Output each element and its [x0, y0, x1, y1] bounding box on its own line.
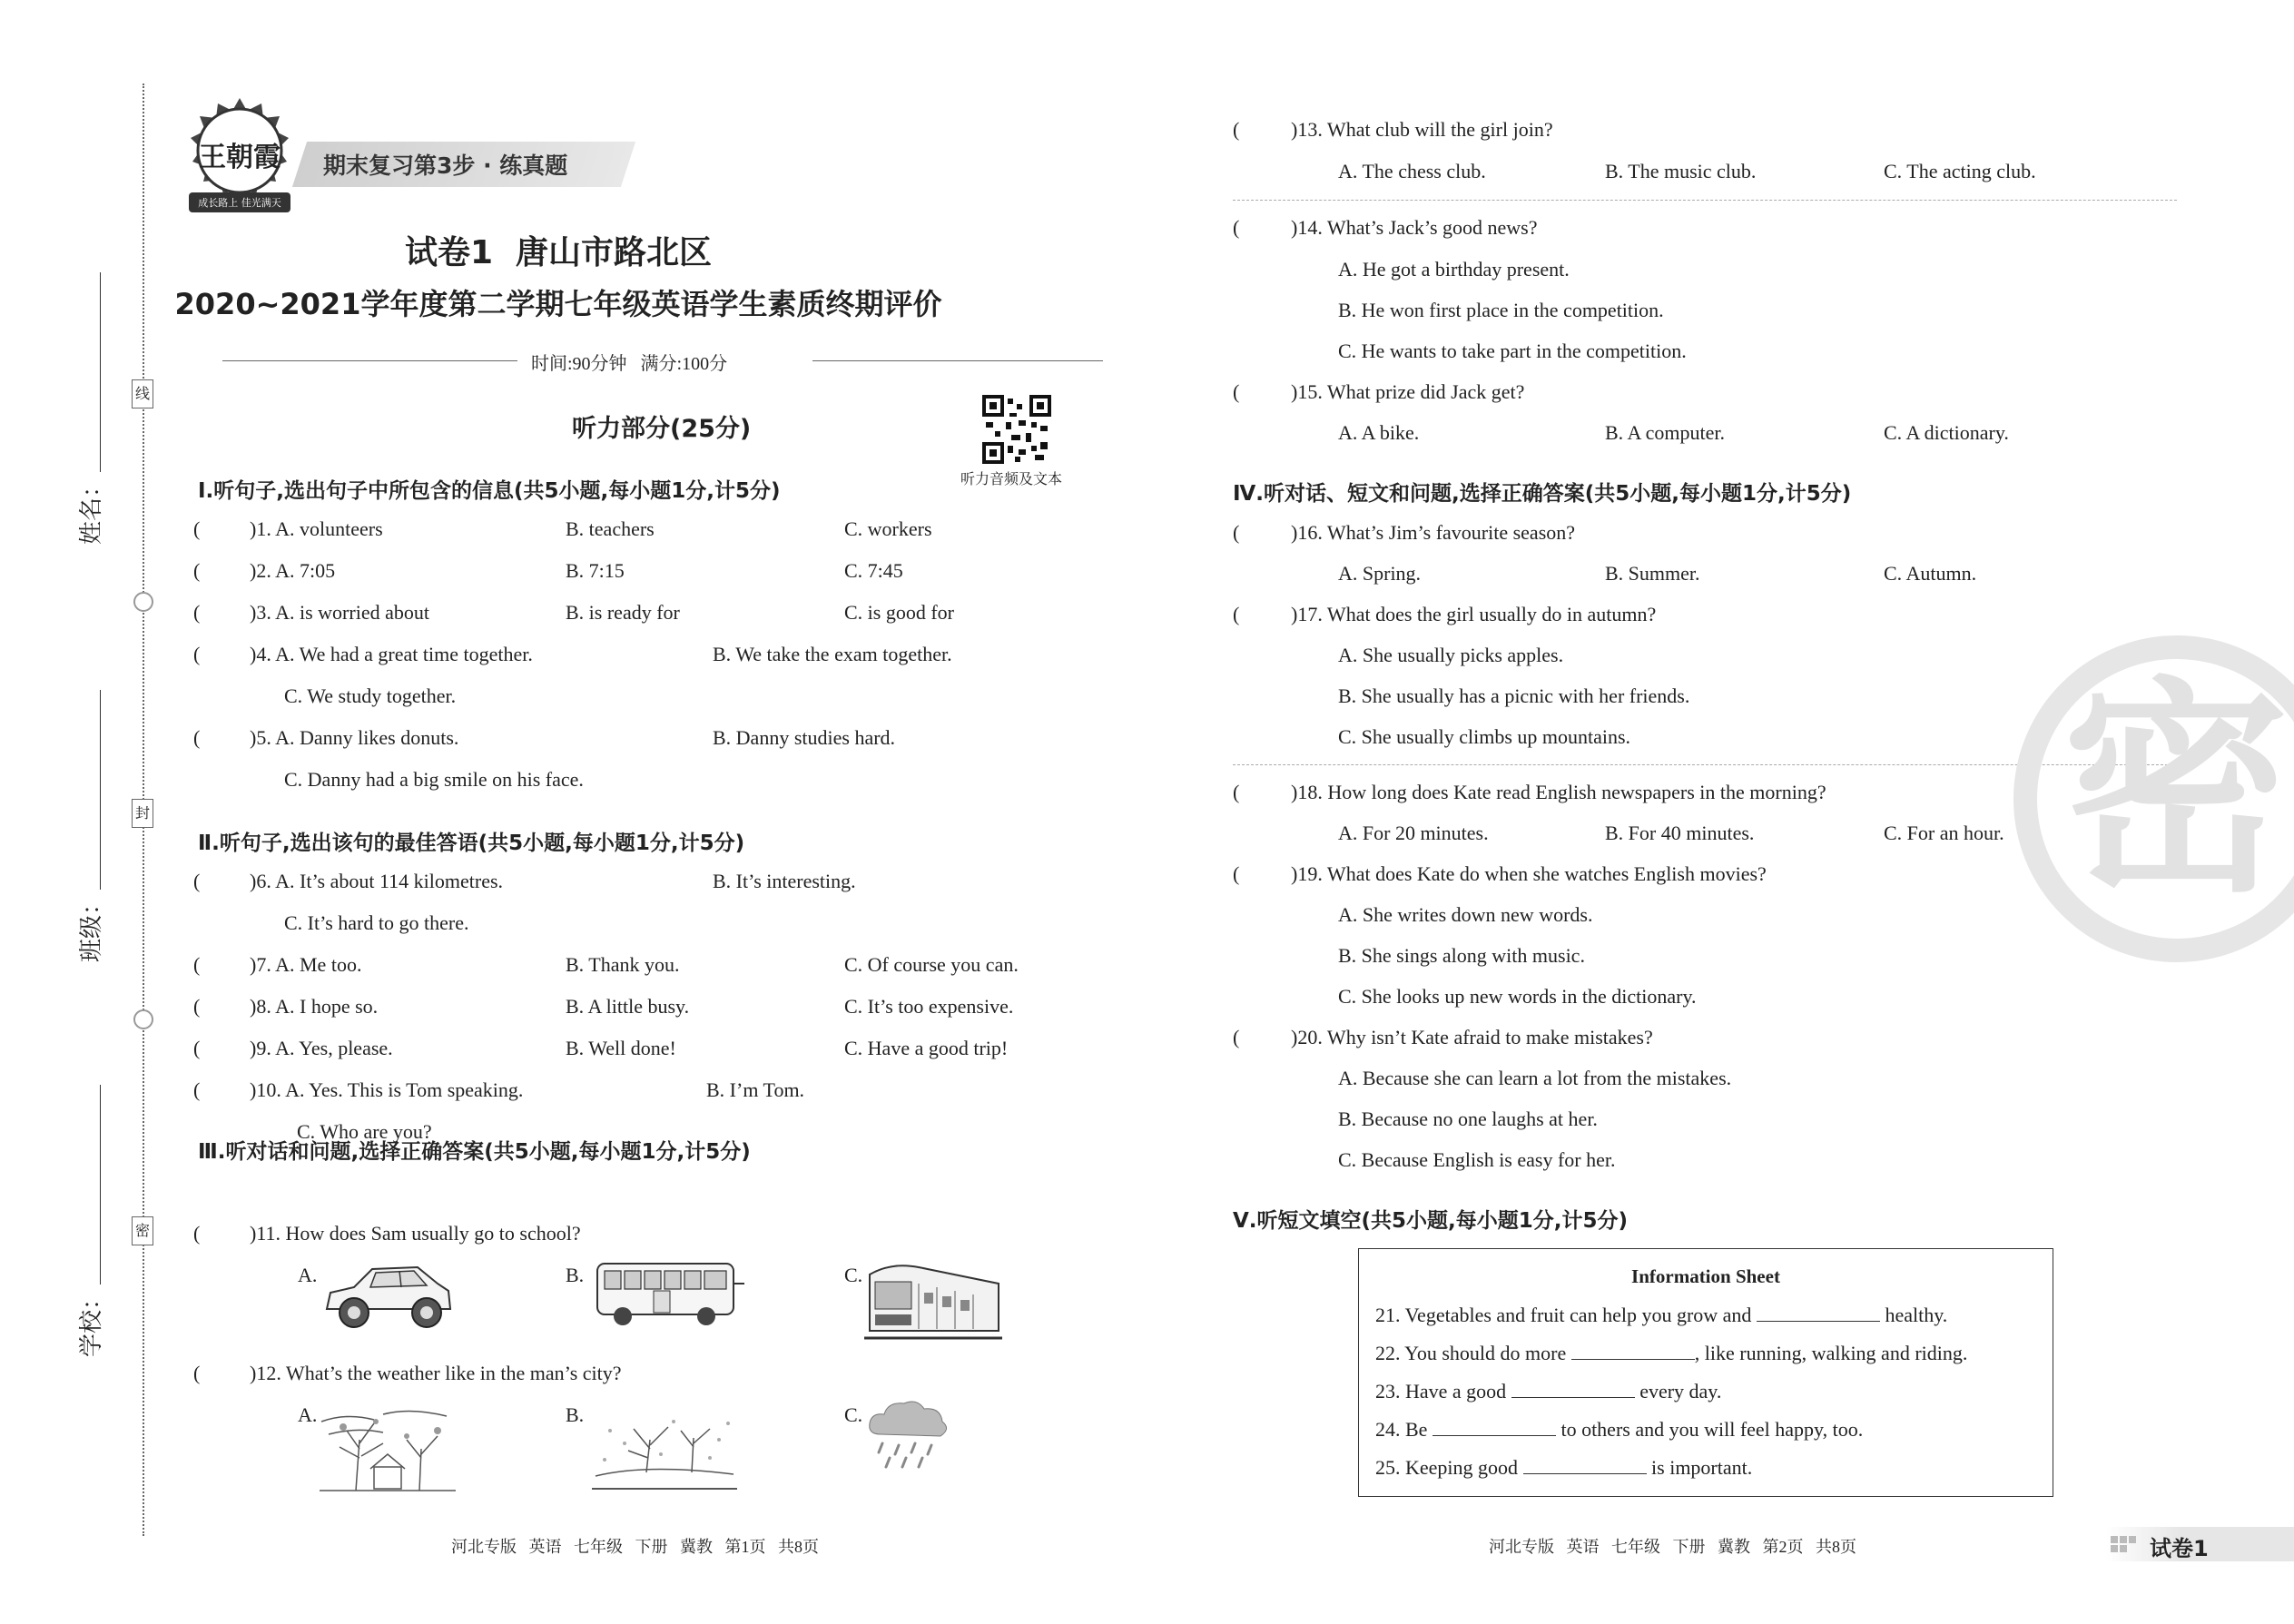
- q20-option-c[interactable]: C. Because English is easy for her.: [1338, 1148, 1616, 1171]
- q15-option-c[interactable]: C. A dictionary.: [1884, 421, 2009, 444]
- q6-option-c[interactable]: C. It’s hard to go there.: [284, 911, 469, 934]
- info-line-22: [1375, 1342, 1967, 1365]
- info-line-text: is important.: [1651, 1456, 1753, 1479]
- q11-label-a[interactable]: A.: [298, 1264, 318, 1286]
- blank-25[interactable]: [1523, 1473, 1647, 1474]
- divider-right: [812, 360, 1103, 361]
- q13-option-a[interactable]: A. The chess club.: [1338, 160, 1486, 182]
- footer-tag-squares-icon: [2111, 1536, 2140, 1554]
- answer-bracket[interactable]: (: [1233, 603, 1240, 625]
- q6-option-a[interactable]: )6. A. It’s about 114 kilometres.: [250, 870, 504, 892]
- q17-stem: )17. What does the girl usually do in autumn?: [1291, 603, 1657, 625]
- q19-option-b[interactable]: B. She sings along with music.: [1338, 944, 1585, 967]
- answer-bracket[interactable]: (: [193, 1362, 201, 1384]
- binding-hole-icon: [133, 592, 153, 612]
- q17-option-a[interactable]: A. She usually picks apples.: [1338, 644, 1564, 666]
- class-field[interactable]: [73, 690, 127, 989]
- class-label: 班级：: [78, 891, 105, 962]
- q14-stem: )14. What’s Jack’s good news?: [1291, 216, 1538, 239]
- answer-bracket[interactable]: (: [193, 559, 201, 582]
- q5-option-a[interactable]: )5. A. Danny likes donuts.: [250, 726, 459, 749]
- binding-hole-icon: [133, 1009, 153, 1029]
- info-line-text: every day.: [1639, 1380, 1722, 1403]
- q16-option-c[interactable]: C. Autumn.: [1884, 562, 1977, 585]
- divider-left: [222, 360, 517, 361]
- info-line-text: healthy.: [1885, 1304, 1948, 1326]
- qr-code-icon[interactable]: [982, 395, 1051, 464]
- q3-option-c[interactable]: C. is good for: [844, 601, 954, 624]
- q15-option-b[interactable]: B. A computer.: [1605, 421, 1725, 444]
- q8-option-c[interactable]: C. It’s too expensive.: [844, 995, 1014, 1018]
- q18-option-a[interactable]: A. For 20 minutes.: [1338, 822, 1489, 844]
- answer-bracket[interactable]: (: [193, 953, 201, 976]
- blank-21[interactable]: [1757, 1321, 1880, 1322]
- q2-option-b[interactable]: B. 7:15: [566, 559, 625, 582]
- watermark-char: 密: [2063, 658, 2289, 922]
- qr-caption: 听力音频及文本: [960, 470, 1063, 487]
- brand-logo: [180, 94, 300, 221]
- blank-24[interactable]: [1433, 1435, 1556, 1436]
- answer-bracket[interactable]: (: [193, 1078, 201, 1101]
- snowy-icon[interactable]: [592, 1412, 737, 1491]
- q15-stem: )15. What prize did Jack get?: [1291, 380, 1525, 403]
- q13-option-b[interactable]: B. The music club.: [1605, 160, 1757, 182]
- info-line-text: to others and you will feel happy, too.: [1561, 1418, 1864, 1441]
- q10-option-a[interactable]: )10. A. Yes. This is Tom speaking.: [250, 1078, 524, 1101]
- section-3-heading: Ⅲ.听对话和问题,选择正确答案(共5小题,每小题1分,计5分): [198, 1140, 751, 1164]
- footer-tag: 试卷1: [2150, 1536, 2209, 1561]
- watermark-seal-icon: [2013, 635, 2294, 962]
- info-line-text: 25. Keeping good: [1375, 1456, 1519, 1479]
- q1-option-c[interactable]: C. workers: [844, 517, 932, 540]
- info-line-23: [1375, 1380, 1721, 1403]
- q5-option-b[interactable]: B. Danny studies hard.: [713, 726, 896, 749]
- car-icon[interactable]: [320, 1256, 456, 1334]
- q10-option-c[interactable]: C. Who are you?: [297, 1120, 432, 1143]
- answer-bracket[interactable]: (: [1233, 1026, 1240, 1048]
- seal-char-xian: 线: [132, 379, 153, 408]
- q6-option-b[interactable]: B. It’s interesting.: [713, 870, 856, 892]
- seal-char-feng: 封: [132, 799, 153, 828]
- q13-stem: )13. What club will the girl join?: [1291, 118, 1553, 141]
- q8-option-b[interactable]: B. A little busy.: [566, 995, 690, 1018]
- q16-option-a[interactable]: A. Spring.: [1338, 562, 1422, 585]
- rainy-icon[interactable]: [862, 1398, 953, 1471]
- q11-label-b[interactable]: B.: [566, 1264, 585, 1286]
- section-5-heading: Ⅴ.听短文填空(共5小题,每小题1分,计5分): [1233, 1209, 1629, 1233]
- q14-option-b[interactable]: B. He won first place in the competition.: [1338, 299, 1664, 321]
- answer-bracket[interactable]: (: [1233, 862, 1240, 885]
- train-icon[interactable]: [864, 1256, 1002, 1343]
- time-info: 时间:90分钟 满分:100分: [531, 354, 728, 374]
- answer-bracket[interactable]: (: [193, 870, 201, 892]
- answer-bracket[interactable]: (: [1233, 781, 1240, 803]
- footer-left: 河北专版 英语 七年级 下册 冀教 第1页 共8页: [451, 1538, 819, 1556]
- q13-option-c[interactable]: C. The acting club.: [1884, 160, 2036, 182]
- q19-stem: )19. What does Kate do when she watches English movies?: [1291, 862, 1767, 885]
- q2-option-a[interactable]: )2. A. 7:05: [250, 559, 336, 582]
- info-line-text: 22. You should do more: [1375, 1342, 1567, 1364]
- q17-option-b[interactable]: B. She usually has a picnic with her friends.: [1338, 684, 1690, 707]
- q17-option-c[interactable]: C. She usually climbs up mountains.: [1338, 725, 1631, 748]
- answer-bracket[interactable]: (: [1233, 380, 1240, 403]
- q15-option-a[interactable]: A. A bike.: [1338, 421, 1420, 444]
- banner-text: 期末复习第3步 · 练真题: [323, 153, 568, 179]
- information-sheet: [1358, 1248, 2053, 1497]
- q3-option-b[interactable]: B. is ready for: [566, 601, 680, 624]
- info-line-text: , like running, walking and riding.: [1694, 1342, 1968, 1364]
- q19-option-c[interactable]: C. She looks up new words in the dictionary.: [1338, 985, 1697, 1008]
- q14-option-c[interactable]: C. He wants to take part in the competition.: [1338, 340, 1687, 362]
- info-line-text: 23. Have a good: [1375, 1380, 1507, 1403]
- q11-label-c[interactable]: C.: [844, 1264, 863, 1286]
- info-line-24: [1375, 1418, 1863, 1442]
- q8-option-a[interactable]: )8. A. I hope so.: [250, 995, 379, 1018]
- answer-bracket[interactable]: (: [193, 726, 201, 749]
- info-line-text: 24. Be: [1375, 1418, 1428, 1441]
- q1-option-a[interactable]: )1. A. volunteers: [250, 517, 383, 540]
- q2-option-c[interactable]: C. 7:45: [844, 559, 903, 582]
- listening-title: 听力部分(25分): [572, 415, 752, 443]
- windy-icon[interactable]: [320, 1403, 456, 1494]
- q18-stem: )18. How long does Kate read English newspapers in the morning?: [1291, 781, 1826, 803]
- q9-option-b[interactable]: B. Well done!: [566, 1037, 676, 1059]
- q12-label-b[interactable]: B.: [566, 1403, 585, 1426]
- answer-bracket[interactable]: (: [1233, 118, 1240, 141]
- q10-option-b[interactable]: B. I’m Tom.: [706, 1078, 805, 1101]
- q1-option-b[interactable]: B. teachers: [566, 517, 655, 540]
- q16-stem: )16. What’s Jim’s favourite season?: [1291, 521, 1576, 544]
- answer-bracket[interactable]: (: [193, 1037, 201, 1059]
- q12-stem: )12. What’s the weather like in the man’s city?: [250, 1362, 622, 1384]
- q4-option-b[interactable]: B. We take the exam together.: [713, 643, 952, 665]
- blank-23[interactable]: [1511, 1397, 1635, 1398]
- q16-option-b[interactable]: B. Summer.: [1605, 562, 1700, 585]
- q18-option-c[interactable]: C. For an hour.: [1884, 822, 2004, 844]
- q12-label-c[interactable]: C.: [844, 1403, 863, 1426]
- footer-right: 河北专版 英语 七年级 下册 冀教 第2页 共8页: [1489, 1538, 1856, 1556]
- dashed-divider: [1233, 200, 2177, 201]
- q9-option-c[interactable]: C. Have a good trip!: [844, 1037, 1009, 1059]
- answer-bracket[interactable]: (: [1233, 521, 1240, 544]
- answer-bracket[interactable]: (: [1233, 216, 1240, 239]
- q3-option-a[interactable]: )3. A. is worried about: [250, 601, 429, 624]
- seal-char-mi: 密: [132, 1216, 153, 1245]
- info-line-21: [1375, 1304, 1947, 1327]
- school-label: 学校：: [78, 1285, 105, 1357]
- info-line-25: [1375, 1456, 1752, 1480]
- q12-label-a[interactable]: A.: [298, 1403, 318, 1426]
- logo-text: 王朝霞: [199, 142, 281, 173]
- bus-icon[interactable]: [592, 1256, 748, 1329]
- q7-option-c[interactable]: C. Of course you can.: [844, 953, 1019, 976]
- section-2-heading: Ⅱ.听句子,选出该句的最佳答语(共5小题,每小题1分,计5分): [198, 832, 745, 855]
- q4-option-c[interactable]: C. We study together.: [284, 684, 457, 707]
- q19-option-a[interactable]: A. She writes down new words.: [1338, 903, 1593, 926]
- q14-option-a[interactable]: A. He got a birthday present.: [1338, 258, 1570, 281]
- q20-option-a[interactable]: A. Because she can learn a lot from the mistakes.: [1338, 1067, 1732, 1089]
- answer-bracket[interactable]: (: [193, 1222, 201, 1245]
- q4-option-a[interactable]: )4. A. We had a great time together.: [250, 643, 533, 665]
- logo-ribbon: 成长路上 佳光满天: [198, 197, 281, 209]
- q7-option-a[interactable]: )7. A. Me too.: [250, 953, 362, 976]
- section-4-heading: Ⅳ.听对话、短文和问题,选择正确答案(共5小题,每小题1分,计5分): [1233, 482, 1852, 506]
- answer-bracket[interactable]: (: [193, 517, 201, 540]
- q11-stem: )11. How does Sam usually go to school?: [250, 1222, 581, 1245]
- q9-option-a[interactable]: )9. A. Yes, please.: [250, 1037, 393, 1059]
- blank-22[interactable]: [1571, 1359, 1695, 1360]
- school-field[interactable]: [73, 1085, 127, 1384]
- answer-bracket[interactable]: (: [193, 643, 201, 665]
- answer-bracket[interactable]: (: [193, 601, 201, 624]
- name-label: 姓名：: [78, 473, 105, 545]
- answer-bracket[interactable]: (: [193, 995, 201, 1018]
- q18-option-b[interactable]: B. For 40 minutes.: [1605, 822, 1755, 844]
- q7-option-b[interactable]: B. Thank you.: [566, 953, 680, 976]
- q5-option-c[interactable]: C. Danny had a big smile on his face.: [284, 768, 584, 791]
- section-1-heading: Ⅰ.听句子,选出句子中所包含的信息(共5小题,每小题1分,计5分): [198, 479, 781, 503]
- q20-stem: )20. Why isn’t Kate afraid to make mistakes?: [1291, 1026, 1653, 1048]
- info-sheet-title: Information Sheet: [1631, 1265, 1780, 1287]
- info-line-text: 21. Vegetables and fruit can help you grow and: [1375, 1304, 1752, 1326]
- paper-subtitle: 2020~2021学年度第二学期七年级英语学生素质终期评价: [174, 287, 942, 321]
- paper-title: 试卷1 唐山市路北区: [404, 234, 713, 271]
- q20-option-b[interactable]: B. Because no one laughs at her.: [1338, 1107, 1598, 1130]
